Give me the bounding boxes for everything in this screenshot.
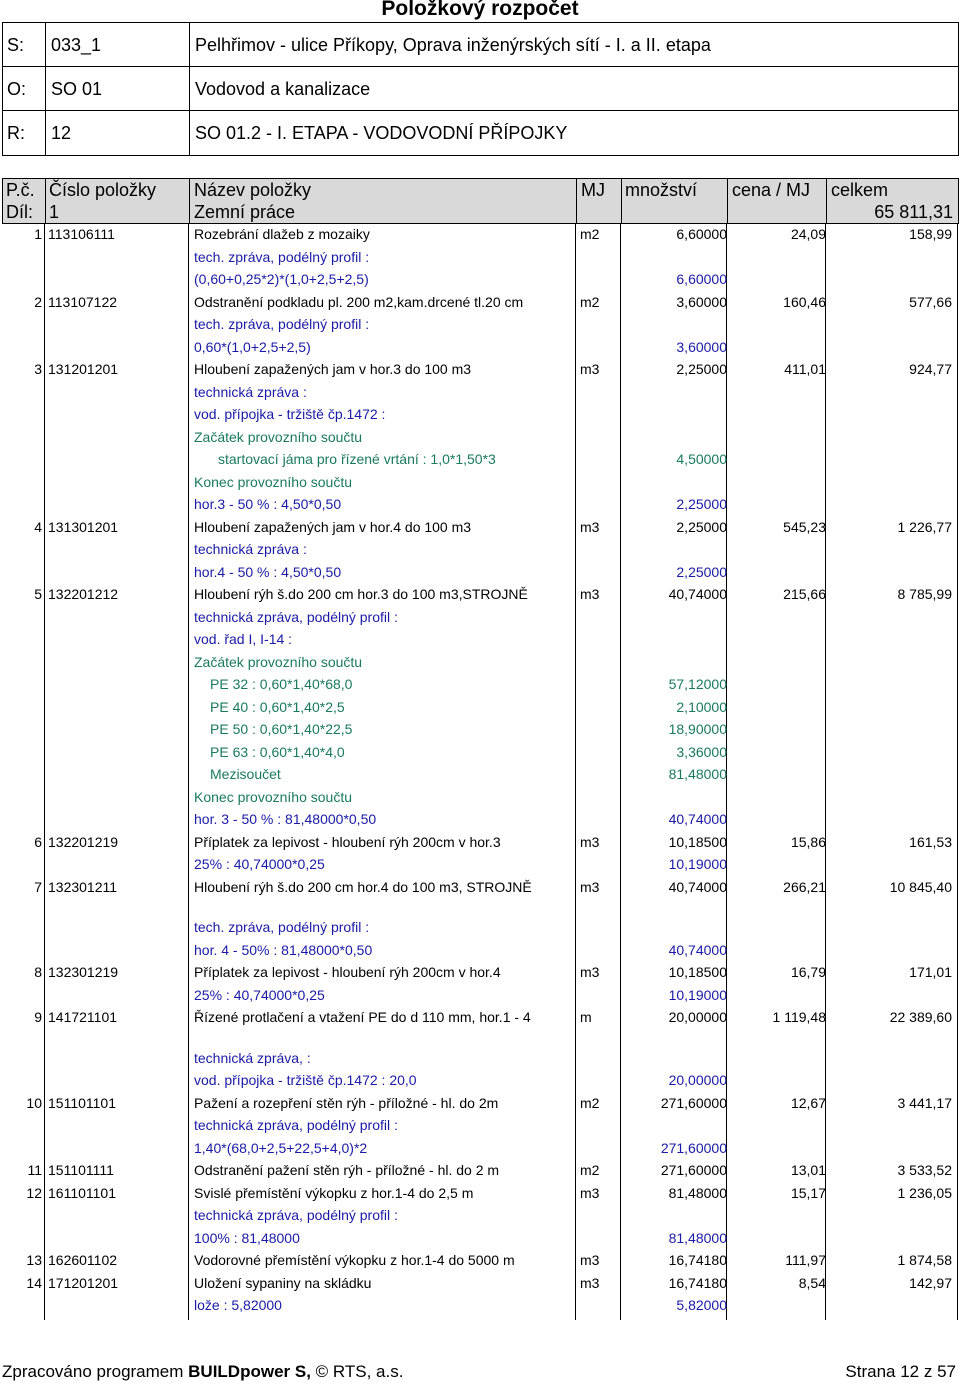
item-code: 141721101 bbox=[48, 1009, 118, 1025]
note-text: tech. zpráva, podélný profil : bbox=[194, 316, 370, 332]
item-total: 924,77 bbox=[909, 361, 952, 377]
calc-text: PE 32 : 0,60*1,40*68,0 bbox=[210, 676, 353, 692]
item-total: 8 785,99 bbox=[897, 586, 952, 602]
item-total: 1 236,05 bbox=[897, 1185, 952, 1201]
item-number: 8 bbox=[34, 964, 42, 980]
item-total: 22 389,60 bbox=[889, 1009, 952, 1025]
item-code: 162601102 bbox=[48, 1252, 118, 1268]
calc-text: hor. 3 - 50 % : 81,48000*0,50 bbox=[194, 811, 377, 827]
item-total: 158,99 bbox=[909, 226, 952, 242]
item-unit-price: 8,54 bbox=[798, 1275, 826, 1291]
calc-row bbox=[0, 696, 960, 718]
footer-prefix: Zpracováno programem bbox=[2, 1362, 189, 1381]
item-unit: m3 bbox=[580, 964, 600, 980]
calc-text: startovací jáma pro řízené vrtání : 1,0*1,50*3 bbox=[218, 451, 496, 467]
item-name: Příplatek za lepivost - hloubení rýh 200cm v hor.3 bbox=[194, 834, 501, 850]
note-text: Konec provozního součtu bbox=[194, 789, 352, 805]
item-unit: m2 bbox=[580, 1162, 600, 1178]
item-number: 12 bbox=[26, 1185, 42, 1201]
item-unit: m3 bbox=[580, 586, 600, 602]
header-text-r: SO 01.2 - I. ETAPA - VODOVODNÍ PŘÍPOJKY bbox=[195, 123, 568, 143]
note-row bbox=[0, 786, 960, 808]
item-unit-price: 13,01 bbox=[790, 1162, 826, 1178]
footer-page-number: Strana 12 z 57 bbox=[845, 1362, 956, 1381]
note-row bbox=[0, 313, 960, 335]
item-code: 132201219 bbox=[48, 834, 119, 850]
calc-quantity: 81,48000 bbox=[668, 1230, 727, 1246]
item-unit-price: 545,23 bbox=[783, 519, 826, 535]
calc-row bbox=[0, 763, 960, 785]
note-row bbox=[0, 471, 960, 493]
calc-text: 25% : 40,74000*0,25 bbox=[194, 987, 325, 1003]
item-name: Pažení a rozepření stěn rýh - příložné - hl. do 2m bbox=[194, 1095, 499, 1111]
item-row bbox=[0, 516, 960, 538]
dil-total: 65 811,31 bbox=[874, 202, 953, 222]
note-text: technická zpráva : bbox=[194, 384, 307, 400]
item-name: Vodorovné přemístění výkopku z hor.1-4 do 5000 m bbox=[194, 1252, 515, 1268]
item-quantity: 3,60000 bbox=[676, 294, 727, 310]
calc-quantity: 57,12000 bbox=[668, 676, 727, 692]
note-text: technická zpráva, podélný profil : bbox=[194, 1207, 398, 1223]
item-row bbox=[0, 1159, 960, 1181]
col-header-mj: MJ bbox=[581, 180, 605, 200]
note-row bbox=[0, 606, 960, 628]
item-unit-price: 15,86 bbox=[790, 834, 826, 850]
item-quantity: 2,25000 bbox=[676, 361, 727, 377]
note-row bbox=[0, 1047, 960, 1069]
calc-quantity: 20,00000 bbox=[668, 1072, 727, 1088]
item-quantity: 6,60000 bbox=[676, 226, 727, 242]
item-quantity: 40,74000 bbox=[668, 586, 727, 602]
note-row bbox=[0, 403, 960, 425]
calc-row bbox=[0, 1294, 960, 1316]
item-number: 6 bbox=[34, 834, 42, 850]
item-row bbox=[0, 1092, 960, 1114]
item-unit: m2 bbox=[580, 1095, 600, 1111]
header-code-o: SO 01 bbox=[51, 79, 103, 99]
calc-quantity: 6,60000 bbox=[676, 271, 727, 287]
item-name: Hloubení rýh š.do 200 cm hor.4 do 100 m3, STROJNĚ bbox=[194, 879, 532, 895]
note-row bbox=[0, 426, 960, 448]
dil-code: 1 bbox=[49, 202, 60, 222]
calc-row bbox=[0, 673, 960, 695]
item-number: 10 bbox=[26, 1095, 42, 1111]
item-name: Uložení sypaniny na skládku bbox=[194, 1275, 372, 1291]
calc-quantity: 2,25000 bbox=[676, 564, 727, 580]
calc-quantity: 40,74000 bbox=[668, 811, 727, 827]
item-unit: m3 bbox=[580, 834, 600, 850]
note-row bbox=[0, 1114, 960, 1136]
item-quantity: 2,25000 bbox=[676, 519, 727, 535]
item-unit: m3 bbox=[580, 879, 600, 895]
calc-text: hor.3 - 50 % : 4,50*0,50 bbox=[194, 496, 342, 512]
item-unit: m3 bbox=[580, 361, 600, 377]
col-header-pc: P.č. bbox=[6, 180, 35, 200]
footer-left bbox=[2, 1360, 403, 1384]
calc-quantity: 3,60000 bbox=[676, 339, 727, 355]
item-row bbox=[0, 876, 960, 898]
calc-quantity: 10,19000 bbox=[668, 856, 727, 872]
calc-row bbox=[0, 1069, 960, 1091]
calc-row bbox=[0, 493, 960, 515]
calc-quantity: 10,19000 bbox=[668, 987, 727, 1003]
calc-text: 1,40*(68,0+2,5+22,5+4,0)*2 bbox=[194, 1140, 368, 1156]
col-header-code: Číslo položky bbox=[49, 180, 157, 200]
header-label-r: R: bbox=[7, 123, 25, 143]
col-header-name: Název položky bbox=[194, 180, 312, 200]
calc-quantity: 40,74000 bbox=[668, 942, 727, 958]
note-text: technická zpráva, podélný profil : bbox=[194, 609, 398, 625]
item-unit-price: 111,97 bbox=[785, 1252, 826, 1268]
item-code: 113106111 bbox=[48, 226, 115, 242]
calc-quantity: 81,48000 bbox=[668, 766, 727, 782]
item-code: 131301201 bbox=[48, 519, 119, 535]
item-total: 1 226,77 bbox=[897, 519, 952, 535]
item-row bbox=[0, 1272, 960, 1294]
document-title: Položkový rozpočet bbox=[381, 0, 579, 20]
item-number: 5 bbox=[34, 586, 42, 602]
calc-row bbox=[0, 741, 960, 763]
item-total: 171,01 bbox=[909, 964, 952, 980]
note-row bbox=[0, 916, 960, 938]
item-unit-price: 215,66 bbox=[783, 586, 826, 602]
calc-text: PE 40 : 0,60*1,40*2,5 bbox=[210, 699, 345, 715]
calc-row bbox=[0, 1227, 960, 1249]
item-name: Svislé přemístění výkopku z hor.1-4 do 2,5 m bbox=[194, 1185, 474, 1201]
item-row bbox=[0, 1182, 960, 1204]
footer-product: BUILDpower S, bbox=[188, 1362, 311, 1381]
item-unit: m3 bbox=[580, 1185, 600, 1201]
item-quantity: 10,18500 bbox=[668, 834, 727, 850]
calc-row bbox=[0, 448, 960, 470]
item-row bbox=[0, 291, 960, 313]
note-text: technická zpráva : bbox=[194, 541, 307, 557]
item-unit: m bbox=[580, 1009, 592, 1025]
calc-text: vod. přípojka - tržiště čp.1472 : 20,0 bbox=[194, 1072, 417, 1088]
item-unit-price: 12,67 bbox=[790, 1095, 826, 1111]
item-total: 3 533,52 bbox=[897, 1162, 952, 1178]
calc-quantity: 4,50000 bbox=[676, 451, 727, 467]
calc-quantity: 5,82000 bbox=[676, 1297, 727, 1313]
item-number: 4 bbox=[34, 519, 42, 535]
calc-quantity: 2,25000 bbox=[676, 496, 727, 512]
item-unit-price: 1 119,48 bbox=[772, 1009, 826, 1025]
item-code: 131201201 bbox=[48, 361, 119, 377]
dil-name: Zemní práce bbox=[194, 202, 296, 222]
item-unit: m2 bbox=[580, 294, 600, 310]
calc-quantity: 271,60000 bbox=[660, 1140, 727, 1156]
item-number: 13 bbox=[26, 1252, 42, 1268]
header-label-s: S: bbox=[7, 35, 25, 55]
item-quantity: 271,60000 bbox=[660, 1162, 727, 1178]
header-label-o: O: bbox=[7, 79, 27, 99]
item-number: 9 bbox=[34, 1009, 42, 1025]
calc-row bbox=[0, 336, 960, 358]
calc-quantity: 18,90000 bbox=[668, 721, 727, 737]
calc-text: 100% : 81,48000 bbox=[194, 1230, 300, 1246]
note-row bbox=[0, 246, 960, 268]
item-total: 3 441,17 bbox=[897, 1095, 952, 1111]
calc-text: lože : 5,82000 bbox=[194, 1297, 282, 1313]
calc-row bbox=[0, 268, 960, 290]
item-total: 142,97 bbox=[909, 1275, 952, 1291]
note-text: Začátek provozního součtu bbox=[194, 654, 363, 670]
calc-text: hor. 4 - 50% : 81,48000*0,50 bbox=[194, 942, 373, 958]
item-unit-price: 266,21 bbox=[783, 879, 826, 895]
item-number: 11 bbox=[27, 1162, 42, 1178]
item-unit: m2 bbox=[580, 226, 600, 242]
note-text: vod. přípojka - tržiště čp.1472 : bbox=[194, 406, 386, 422]
note-text: technická zpráva, : bbox=[194, 1050, 311, 1066]
calc-text: PE 63 : 0,60*1,40*4,0 bbox=[210, 744, 345, 760]
header-code-r: 12 bbox=[51, 123, 72, 143]
calc-text: 0,60*(1,0+2,5+2,5) bbox=[194, 339, 311, 355]
footer-copyright: © RTS, a.s. bbox=[310, 1362, 404, 1381]
item-unit: m3 bbox=[580, 1252, 600, 1268]
calc-row bbox=[0, 561, 960, 583]
calc-quantity: 2,10000 bbox=[676, 699, 727, 715]
item-name: Odstranění podkladu pl. 200 m2,kam.drcené tl.20 cm bbox=[194, 294, 524, 310]
header-text-s: Pelhřimov - ulice Příkopy, Oprava inženýrských sítí - I. a II. etapa bbox=[195, 35, 711, 55]
item-name: Hloubení zapažených jam v hor.3 do 100 m3 bbox=[194, 361, 472, 377]
note-text: tech. zpráva, podélný profil : bbox=[194, 249, 370, 265]
item-row bbox=[0, 583, 960, 605]
note-row bbox=[0, 628, 960, 650]
calc-text: 25% : 40,74000*0,25 bbox=[194, 856, 325, 872]
item-total: 10 845,40 bbox=[889, 879, 952, 895]
item-unit-price: 24,09 bbox=[790, 226, 826, 242]
item-total: 161,53 bbox=[909, 834, 952, 850]
item-unit: m3 bbox=[580, 519, 600, 535]
col-header-qty: množství bbox=[625, 180, 698, 200]
item-quantity: 81,48000 bbox=[668, 1185, 727, 1201]
item-unit-price: 160,46 bbox=[783, 294, 826, 310]
note-row bbox=[0, 381, 960, 403]
calc-quantity: 3,36000 bbox=[676, 744, 727, 760]
calc-row bbox=[0, 808, 960, 830]
calc-row bbox=[0, 718, 960, 740]
item-code: 151101101 bbox=[48, 1095, 116, 1111]
item-unit-price: 411,01 bbox=[784, 361, 826, 377]
item-quantity: 20,00000 bbox=[668, 1009, 727, 1025]
calc-row bbox=[0, 984, 960, 1006]
calc-row bbox=[0, 853, 960, 875]
item-name: Řízené protlačení a vtažení PE do d 110 mm, hor.1 - 4 bbox=[194, 1009, 531, 1025]
calc-row bbox=[0, 1137, 960, 1159]
item-unit: m3 bbox=[580, 1275, 600, 1291]
item-code: 132201212 bbox=[48, 586, 119, 602]
item-code: 132301219 bbox=[48, 964, 119, 980]
item-row bbox=[0, 961, 960, 983]
item-total: 577,66 bbox=[909, 294, 952, 310]
header-code-s: 033_1 bbox=[51, 35, 102, 55]
item-number: 2 bbox=[34, 294, 42, 310]
item-code: 132301211 bbox=[48, 879, 118, 895]
item-quantity: 271,60000 bbox=[660, 1095, 727, 1111]
calc-text: Mezisoučet bbox=[210, 766, 281, 782]
calc-row bbox=[0, 939, 960, 961]
dil-label: Díl: bbox=[6, 202, 33, 222]
item-number: 14 bbox=[26, 1275, 42, 1291]
item-quantity: 16,74180 bbox=[668, 1275, 727, 1291]
note-text: technická zpráva, podélný profil : bbox=[194, 1117, 398, 1133]
item-quantity: 40,74000 bbox=[668, 879, 727, 895]
item-code: 113107122 bbox=[48, 294, 118, 310]
item-code: 161101101 bbox=[48, 1185, 116, 1201]
item-row bbox=[0, 223, 960, 245]
calc-text: PE 50 : 0,60*1,40*22,5 bbox=[210, 721, 353, 737]
item-row bbox=[0, 1006, 960, 1028]
item-number: 1 bbox=[34, 226, 42, 242]
item-code: 151101111 bbox=[48, 1162, 114, 1178]
note-row bbox=[0, 538, 960, 560]
item-row bbox=[0, 358, 960, 380]
item-unit-price: 15,17 bbox=[790, 1185, 826, 1201]
item-total: 1 874,58 bbox=[897, 1252, 952, 1268]
note-row bbox=[0, 1204, 960, 1226]
item-name: Hloubení rýh š.do 200 cm hor.3 do 100 m3,STROJNĚ bbox=[194, 586, 528, 602]
note-text: Začátek provozního součtu bbox=[194, 429, 363, 445]
note-row bbox=[0, 651, 960, 673]
item-name: Odstranění pažení stěn rýh - příložné - hl. do 2 m bbox=[194, 1162, 500, 1178]
col-header-total: celkem bbox=[831, 180, 889, 200]
item-quantity: 16,74180 bbox=[668, 1252, 727, 1268]
item-number: 7 bbox=[34, 879, 42, 895]
note-text: tech. zpráva, podélný profil : bbox=[194, 919, 370, 935]
item-row bbox=[0, 1249, 960, 1271]
item-row bbox=[0, 831, 960, 853]
item-name: Příplatek za lepivost - hloubení rýh 200cm v hor.4 bbox=[194, 964, 501, 980]
header-text-o: Vodovod a kanalizace bbox=[195, 79, 371, 99]
item-quantity: 10,18500 bbox=[668, 964, 727, 980]
item-unit-price: 16,79 bbox=[790, 964, 826, 980]
item-name: Hloubení zapažených jam v hor.4 do 100 m3 bbox=[194, 519, 472, 535]
item-name: Rozebrání dlažeb z mozaiky bbox=[194, 226, 370, 242]
item-number: 3 bbox=[34, 361, 42, 377]
calc-text: hor.4 - 50 % : 4,50*0,50 bbox=[194, 564, 342, 580]
note-text: vod. řad I, I-14 : bbox=[194, 631, 293, 647]
note-text: Konec provozního součtu bbox=[194, 474, 352, 490]
calc-text: (0,60+0,25*2)*(1,0+2,5+2,5) bbox=[194, 271, 369, 287]
col-header-price: cena / MJ bbox=[732, 180, 811, 200]
item-code: 171201201 bbox=[48, 1275, 119, 1291]
